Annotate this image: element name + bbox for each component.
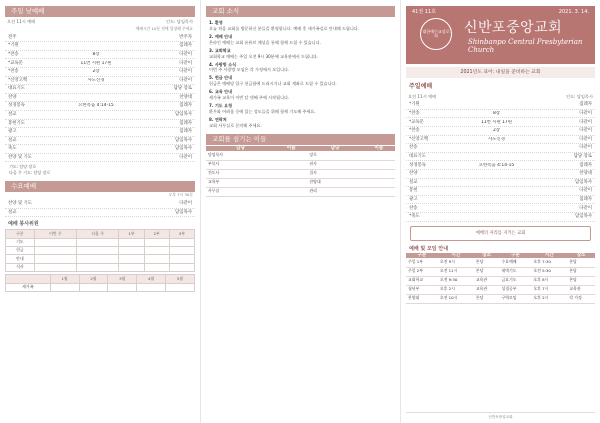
- servants-cell: 부목사: [206, 160, 275, 169]
- year-theme: 2021년도 표어: 내일을 준비하는 교회: [406, 67, 595, 78]
- duty-month-head-cell: [6, 275, 51, 283]
- morning-order-label: 봉헌기도: [8, 120, 25, 126]
- servants-cell: 권사: [307, 160, 362, 169]
- news-item-title: 3. 교회학교: [209, 47, 231, 53]
- service-info: [406, 92, 595, 101]
- morning-order-leader: 집례자: [179, 103, 192, 109]
- service-order-label: 봉헌: [409, 188, 418, 194]
- service-order-row: [406, 196, 595, 205]
- morning-order-row: [5, 154, 195, 163]
- servants-cell: [363, 187, 395, 196]
- morning-order-leader: 찬양대: [179, 94, 192, 100]
- issue-date: 2021. 3. 14.: [558, 9, 589, 15]
- morning-extra-1: 기도: 담당 장로: [9, 164, 37, 170]
- service-order-label: 대표기도: [409, 153, 426, 159]
- duty-cell: [144, 263, 169, 271]
- service-order-leader: 집례자: [579, 162, 592, 168]
- morning-order-label: *찬송: [8, 51, 19, 57]
- schedule-cell: 주일 2부: [406, 267, 438, 276]
- schedule-cell: 오전 11시: [438, 267, 474, 276]
- duty-cell: [119, 238, 144, 246]
- slogan-box: 예배의 자리를 지키는 교회: [410, 226, 591, 241]
- servants-row: [206, 160, 395, 169]
- duty-cell: [144, 238, 169, 246]
- news-item-body: 온라인 예배는 교회 유튜브 채널을 통해 함께 드릴 수 있습니다.: [209, 39, 321, 45]
- service-order-row: [406, 204, 595, 213]
- schedule-row: [406, 294, 595, 303]
- schedule-cell: 찬양대: [406, 294, 438, 303]
- news-header: 교회 소식: [206, 6, 395, 17]
- morning-order-row: [5, 68, 195, 77]
- servants-cell: 관리: [307, 187, 362, 196]
- duty-row: [6, 238, 195, 246]
- issue-number: 41권 11호: [412, 9, 436, 15]
- news-item-title: 5. 헌금 안내: [209, 75, 233, 81]
- service-order-label: 찬양: [409, 171, 418, 177]
- morning-order-content: 요한복음 4:14-15: [78, 103, 114, 109]
- church-name-english: Shinbanpo Central Presbyterian Church: [468, 38, 583, 55]
- duty-cell: [169, 238, 194, 246]
- schedule-cell: 본당: [474, 294, 500, 303]
- service-order-label: *찬송: [409, 128, 420, 134]
- duty-head-cell: 다음 주: [77, 230, 119, 238]
- news-item: [206, 116, 395, 130]
- service-order-leader: 다같이: [579, 188, 592, 194]
- duty-cell: [144, 247, 169, 255]
- schedule-row: [406, 258, 595, 267]
- wednesday-time: 오후 7시 30분: [168, 192, 193, 198]
- duty-month-cell: [50, 283, 79, 291]
- schedule-cell: 오후 2시: [438, 285, 474, 294]
- news-item: [206, 102, 395, 116]
- duty-head-cell: 이번 주: [34, 230, 76, 238]
- servants-head-cell: 이름: [275, 146, 307, 152]
- morning-order-content: 8장: [92, 51, 100, 57]
- duty-cell: 안내: [6, 255, 35, 263]
- wednesday-order-label: 설교: [8, 209, 17, 215]
- schedule-row: [406, 276, 595, 285]
- duty-month-cell: [79, 283, 108, 291]
- wednesday-order-list: [5, 200, 195, 217]
- service-order-leader: 집례자: [579, 102, 592, 108]
- duty-cell: 식사: [6, 263, 35, 271]
- service-order-row: [406, 101, 595, 110]
- service-order-row: [406, 127, 595, 136]
- morning-order-row: [5, 34, 195, 43]
- schedule-cell: 오전 10시: [438, 294, 474, 303]
- service-order-row: [406, 118, 595, 127]
- duty-cell: [169, 255, 194, 263]
- schedule-cell: 오전 5:30: [531, 267, 567, 276]
- morning-order-content: 11번 시편 17편: [80, 60, 112, 66]
- news-item: [206, 61, 395, 75]
- morning-order-row: [5, 120, 195, 129]
- news-item-title: 1. 환영: [209, 20, 223, 25]
- news-item: [206, 88, 395, 102]
- morning-order-leader: 담당 장로: [173, 86, 192, 92]
- duty-head-cell: 2부: [144, 230, 169, 238]
- duty-cell: [77, 255, 119, 263]
- morning-order-leader: 집례자: [179, 129, 192, 135]
- service-order-label: 설교: [409, 179, 418, 185]
- duty-table: [5, 229, 195, 272]
- schedule-table: [406, 253, 595, 304]
- news-item-title: 7. 기도 요청: [209, 103, 233, 109]
- church-name: 신반포중앙교회: [464, 20, 563, 36]
- service-order-content: 사도신경: [488, 136, 505, 142]
- servants-cell: [363, 178, 395, 187]
- service-order-leader: 집례자: [579, 196, 592, 202]
- morning-order-row: [5, 137, 195, 146]
- morning-order-row: [5, 51, 195, 60]
- duty-month-head-cell: 3월: [108, 275, 137, 283]
- morning-order-leader: 담임목사: [175, 146, 192, 152]
- service-order-leader: 담당 장로: [573, 153, 592, 159]
- duty-title: 예배 봉사위원: [8, 221, 39, 228]
- service-order-row: [406, 213, 595, 222]
- schedule-cell: 교육관: [567, 285, 595, 294]
- service-order-content: 2장: [492, 128, 501, 134]
- news-item-title: 4. 사랑방 소식: [209, 61, 237, 67]
- news-item-title: 2. 예배 안내: [209, 33, 233, 39]
- duty-cell: [77, 238, 119, 246]
- news-item: [206, 33, 395, 47]
- morning-order-row: [5, 94, 195, 103]
- morning-order-leader: 다같이: [179, 77, 192, 83]
- schedule-cell: 교육관: [474, 285, 500, 294]
- service-order-row: [406, 179, 595, 188]
- service-order-row: [406, 136, 595, 145]
- service-order-content: 요한복음 4:14-15: [478, 162, 515, 168]
- morning-order-row: [5, 111, 195, 120]
- servants-table-body: [206, 151, 395, 196]
- morning-order-label: 축도: [8, 146, 17, 152]
- service-title: 주일예배: [409, 83, 433, 90]
- servants-cell: [275, 151, 307, 160]
- morning-order-leader: 다같이: [179, 69, 192, 75]
- duty-cell: [34, 247, 76, 255]
- service-order-row: [406, 170, 595, 179]
- schedule-title: 예배 및 모임 안내: [409, 245, 449, 252]
- schedule-cell: 새벽기도: [499, 267, 531, 276]
- wednesday-worship-header: 수요예배: [5, 181, 195, 192]
- duty-cell: [34, 255, 76, 263]
- servants-row: [206, 187, 395, 196]
- morning-time: 오전 11시 예배: [7, 19, 36, 24]
- service-order-row: [406, 144, 595, 153]
- news-item: [206, 47, 395, 61]
- duty-month-cell: [166, 283, 195, 291]
- schedule-cell: 본당: [567, 267, 595, 276]
- servants-cell: 장로: [307, 151, 362, 160]
- servants-cell: 집사: [307, 169, 362, 178]
- schedule-cell: 각 가정: [567, 294, 595, 303]
- duty-month-head-cell: 2월: [79, 275, 108, 283]
- duty-month-head-cell: 1월: [50, 275, 79, 283]
- duty-cell: [77, 263, 119, 271]
- duty-cell: [144, 255, 169, 263]
- duty-cell: [34, 238, 76, 246]
- news-item-title: 8. 연락처: [209, 116, 227, 122]
- duty-cell: [169, 263, 194, 271]
- servants-cell: [275, 178, 307, 187]
- servants-row: [206, 169, 395, 178]
- morning-order-label: 설교: [8, 137, 17, 143]
- schedule-row: [406, 267, 595, 276]
- schedule-row: [406, 285, 595, 294]
- news-item-body: 교회학교 예배는 주일 오전 9시 30분에 교육관에서 드립니다.: [209, 53, 319, 59]
- duty-table-head: [6, 230, 195, 238]
- schedule-cell: 오후 7시: [531, 285, 567, 294]
- news-item-body: 오늘 처음 교회를 방문하신 분들을 환영합니다. 예배 후 새가족실로 안내해 드립니다.: [209, 25, 360, 31]
- morning-order-leader: 반주자: [179, 34, 192, 40]
- servants-cell: [363, 151, 395, 160]
- duty-table-body: [6, 238, 195, 272]
- servants-cell: 찬양대: [307, 178, 362, 187]
- servants-header: 교회를 섬기는 이들: [206, 134, 395, 145]
- morning-order-label: *신앙고백: [8, 77, 28, 83]
- duty-month-cell: [108, 283, 137, 291]
- servants-head-cell: 담당: [307, 146, 362, 152]
- schedule-cell: 본당: [567, 276, 595, 285]
- morning-order-content: 사도신경: [87, 77, 105, 83]
- servants-cell: [275, 169, 307, 178]
- news-item-body: 헌금은 예배당 입구 헌금함에 드리시거나 교회 계좌로 드릴 수 있습니다.: [209, 81, 337, 87]
- servants-cell: 전도사: [206, 169, 275, 178]
- service-order-row: [406, 110, 595, 119]
- morning-order-leader: 집례자: [179, 120, 192, 126]
- footer: 신반포중앙교회: [406, 412, 595, 419]
- duty-cell: [119, 263, 144, 271]
- schedule-head-cell: 시간: [438, 253, 474, 259]
- schedule-head-cell: 장소: [567, 253, 595, 259]
- news-item-body: 교회 사무실로 문의해 주세요.: [209, 122, 262, 128]
- duty-month-head-cell: 4월: [137, 275, 166, 283]
- morning-extra: [5, 162, 195, 178]
- schedule-head-cell: 구분: [499, 253, 531, 259]
- service-order-leader: 다같이: [579, 110, 592, 116]
- morning-order-row: [5, 145, 195, 154]
- service-order-label: 성경봉독: [409, 162, 426, 168]
- morning-order-label: *기원: [8, 43, 19, 49]
- duty-head-cell: 3부: [169, 230, 194, 238]
- schedule-cell: 오후 8시: [531, 276, 567, 285]
- morning-order-label: 설교: [8, 112, 17, 118]
- service-order-content: 8장: [492, 110, 501, 116]
- schedule-cell: 본당: [474, 258, 500, 267]
- church-banner: [406, 6, 595, 64]
- schedule-cell: 오전 9시: [438, 258, 474, 267]
- service-order-label: *교독문: [409, 119, 424, 125]
- service-order-row: [406, 153, 595, 162]
- right-panel: [400, 0, 600, 423]
- morning-order-row: [5, 59, 195, 68]
- duty-cell: [119, 255, 144, 263]
- duty-head-cell: 1부: [119, 230, 144, 238]
- morning-order-row: [5, 128, 195, 137]
- morning-order-list: [5, 34, 195, 163]
- servants-cell: [275, 187, 307, 196]
- duty-month-head: [6, 275, 195, 283]
- service-order-label: 찬송: [409, 205, 418, 211]
- morning-order-row: [5, 85, 195, 94]
- wednesday-order-leader: 다같이: [179, 201, 192, 207]
- servants-cell: [363, 160, 395, 169]
- schedule-cell: 본당: [474, 267, 500, 276]
- duty-month-cell: 새가족: [6, 283, 51, 291]
- left-panel: [0, 0, 200, 423]
- morning-worship-info: [5, 17, 195, 26]
- servants-head-cell: 이름: [363, 146, 395, 152]
- service-order-leader: 찬양대: [579, 171, 592, 177]
- wednesday-order-row: [5, 209, 195, 218]
- schedule-cell: 교육관: [474, 276, 500, 285]
- service-order-row: [406, 161, 595, 170]
- service-order-label: *기원: [409, 102, 420, 108]
- news-item-title: 6. 교육 안내: [209, 89, 233, 95]
- service-order-label: *찬송: [409, 110, 420, 116]
- duty-row: [6, 255, 195, 263]
- morning-note: 예배시간 10분 전에 입장해 주세요: [135, 26, 193, 32]
- news-item-body: 이번 주 사랑방 모임은 각 가정에서 모입니다.: [209, 67, 290, 73]
- morning-leader: 인도: 담임목사: [165, 19, 193, 24]
- morning-order-leader: 담임목사: [175, 112, 192, 118]
- service-order-leader: 다같이: [579, 205, 592, 211]
- servants-row: [206, 178, 395, 187]
- morning-order-content: 2장: [92, 69, 100, 75]
- service-order-leader: 다같이: [579, 128, 592, 134]
- duty-cell: 기도: [6, 238, 35, 246]
- morning-worship-header: 주일 낮예배: [5, 6, 195, 17]
- duty-month-row: [6, 283, 195, 291]
- schedule-cell: 오전 9:30: [438, 276, 474, 285]
- morning-order-label: 광고: [8, 129, 17, 135]
- servants-table: [206, 146, 395, 197]
- morning-order-label: 찬양 및 기도: [8, 155, 32, 161]
- news-item-body: 환우와 어려움 중에 있는 성도들을 위해 함께 기도해 주세요.: [209, 108, 316, 114]
- middle-panel: [200, 0, 400, 423]
- duty-row: [6, 263, 195, 271]
- service-time: 오전 11시 예배: [408, 94, 437, 100]
- schedule-cell: 구역모임: [499, 294, 531, 303]
- duty-row: [6, 247, 195, 255]
- wednesday-order-leader: 담임목사: [175, 209, 192, 215]
- service-order-row: [406, 187, 595, 196]
- servants-cell: 사무실: [206, 187, 275, 196]
- schedule-cell: 청년부: [406, 285, 438, 294]
- news-list: [206, 19, 395, 130]
- schedule-head-cell: 구분: [406, 253, 438, 259]
- morning-order-label: 찬양: [8, 94, 17, 100]
- servants-cell: 담임목사: [206, 151, 275, 160]
- morning-order-row: [5, 42, 195, 51]
- morning-order-label: *찬송: [8, 69, 19, 75]
- morning-order-row: [5, 77, 195, 86]
- church-logo-icon: 대한예수교장로회: [420, 18, 452, 50]
- servants-cell: 교육부: [206, 178, 275, 187]
- schedule-cell: 교회학교: [406, 276, 438, 285]
- service-order-leader: 다같이: [579, 145, 592, 151]
- schedule-cell: 성경공부: [499, 285, 531, 294]
- schedule-cell: 금요기도: [499, 276, 531, 285]
- servants-row: [206, 151, 395, 160]
- news-item: [206, 74, 395, 88]
- morning-order-leader: 다같이: [179, 60, 192, 66]
- morning-order-label: 성경봉독: [8, 103, 25, 109]
- duty-month-table: [5, 274, 195, 292]
- schedule-table-body: [406, 258, 595, 303]
- morning-order-leader: 다같이: [179, 51, 192, 57]
- service-order-leader: 다같이: [579, 119, 592, 125]
- schedule-cell: 오후 7:30: [531, 258, 567, 267]
- schedule-head-cell: 시간: [531, 253, 567, 259]
- schedule-head-cell: 장소: [474, 253, 500, 259]
- news-item: [206, 19, 395, 33]
- news-item-body: 새가족 교육이 이번 달 넷째 주에 시작됩니다.: [209, 95, 290, 101]
- duty-cell: [77, 247, 119, 255]
- service-order-leader: 다같이: [579, 136, 592, 142]
- service-order-label: 광고: [409, 196, 418, 202]
- duty-cell: 헌금: [6, 247, 35, 255]
- schedule-cell: 수요예배: [499, 258, 531, 267]
- morning-order-leader: 다같이: [179, 155, 192, 161]
- schedule-cell: 주일 1부: [406, 258, 438, 267]
- service-order-list: [406, 101, 595, 221]
- schedule-cell: 본당: [567, 258, 595, 267]
- duty-month-head-cell: 5월: [166, 275, 195, 283]
- morning-order-label: *교독문: [8, 60, 23, 66]
- duty-head-cell: 구분: [6, 230, 35, 238]
- morning-order-leader: 집례자: [179, 43, 192, 49]
- duty-month-cell: [137, 283, 166, 291]
- duty-cell: [34, 263, 76, 271]
- service-order-label: 찬송: [409, 145, 418, 151]
- duty-cell: [119, 247, 144, 255]
- servants-cell: [363, 169, 395, 178]
- service-order-content: 11번 시편 17편: [481, 119, 512, 125]
- morning-order-leader: 담임목사: [175, 137, 192, 143]
- service-order-label: *축도: [409, 214, 420, 220]
- duty-cell: [169, 247, 194, 255]
- service-order-label: *신앙고백: [409, 136, 429, 142]
- morning-order-label: 전주: [8, 34, 17, 40]
- service-order-leader: 담임목사: [575, 214, 592, 220]
- morning-extra-2: 다음 주 기도: 담당 장로: [9, 170, 51, 176]
- wednesday-order-row: [5, 200, 195, 209]
- schedule-cell: 오후 2시: [531, 294, 567, 303]
- servants-head-cell: 담당: [206, 146, 275, 152]
- service-leader: 인도: 담임목사: [565, 94, 593, 100]
- wednesday-order-label: 찬양 및 기도: [8, 201, 32, 207]
- morning-order-label: 대표기도: [8, 86, 25, 92]
- morning-order-row: [5, 102, 195, 111]
- servants-cell: [275, 160, 307, 169]
- service-order-leader: 담임목사: [575, 179, 592, 185]
